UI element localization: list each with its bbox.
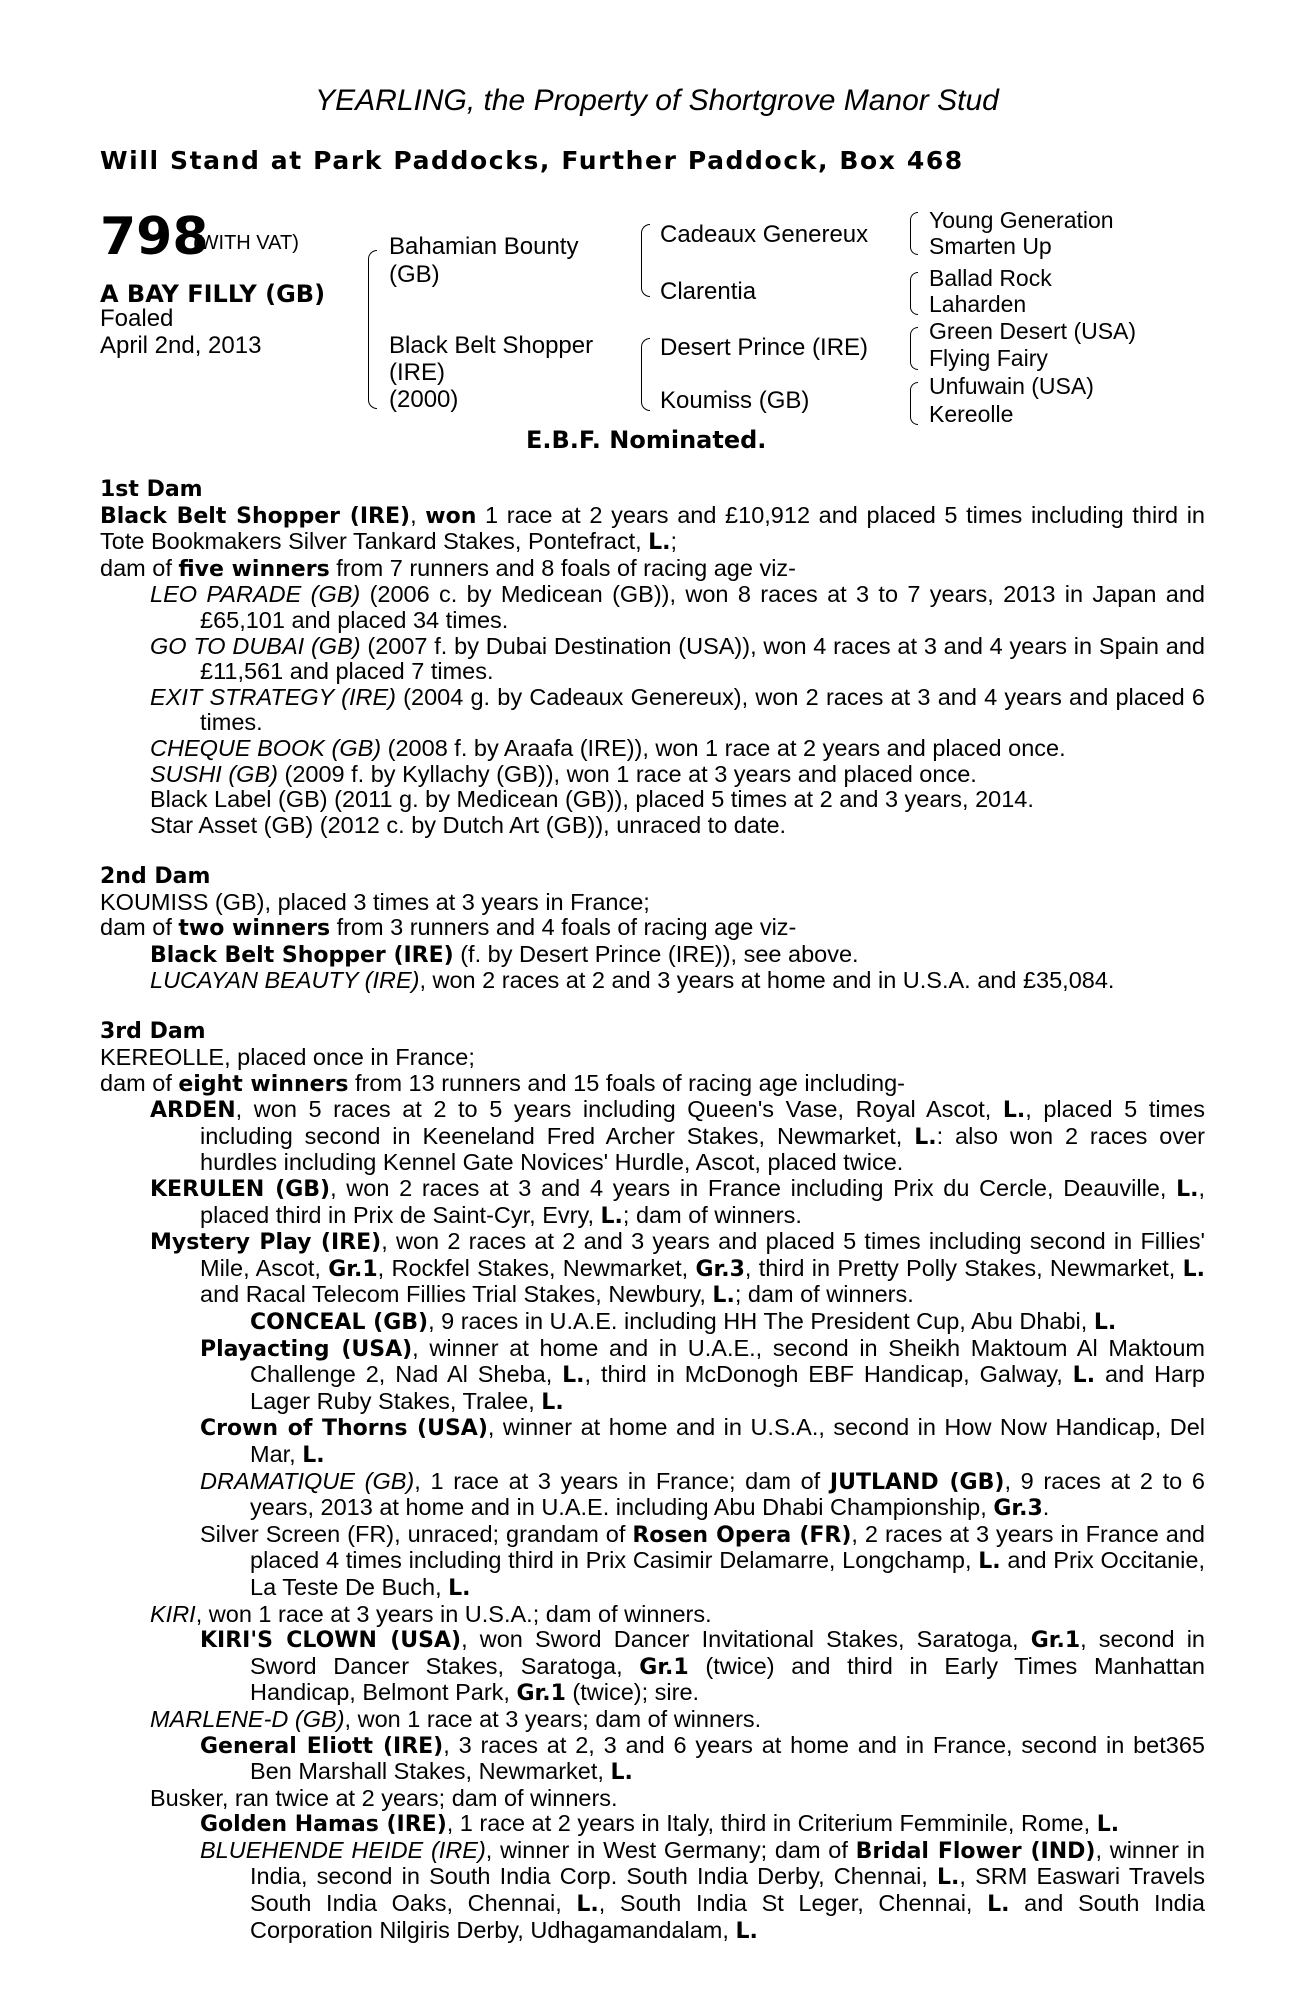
text-run: , 9 races in U.A.E. including HH The President Cup, Abu Dhabi, — [428, 1308, 1094, 1334]
record-paragraph — [100, 685, 1205, 736]
text-run: Black Label (GB) (2011 g. by Medicean (GB)), placed 5 times at 2 and 3 years, 2014. — [150, 786, 1034, 813]
foaled-date: April 2nd, 2013 — [100, 332, 262, 359]
bold-text: JUTLAND (GB) — [829, 1469, 1005, 1495]
dam-origin: (IRE) — [389, 359, 445, 386]
pedigree-brace — [641, 256, 650, 297]
bold-text: Gr.1 — [1030, 1628, 1081, 1654]
record-paragraph — [100, 915, 1205, 942]
text-run: (twice); sire. — [565, 1679, 700, 1706]
bold-text: L. — [1072, 1363, 1096, 1389]
text-run: , placed third in Prix de Saint-Cyr, Evry, — [200, 1175, 1205, 1228]
text-run: , winner at home and in U.S.A., second in How Now Handicap, Del Mar, — [250, 1414, 1205, 1467]
record-paragraph — [100, 556, 1205, 583]
bold-text: L. — [937, 1865, 960, 1891]
text-run: , 3 races at 2, 3 and 6 years at home and in France, second in bet365 Ben Marshall Stakes, Newmarket, — [250, 1731, 1205, 1785]
record-paragraph — [100, 968, 1205, 994]
record-paragraph — [100, 1707, 1205, 1733]
pedigree-brace — [910, 292, 918, 315]
dam-section — [100, 864, 1205, 994]
record-paragraph — [100, 813, 1205, 839]
dam-section — [100, 1019, 1205, 1944]
bold-text: L. — [600, 1203, 623, 1229]
record-paragraph — [100, 787, 1205, 813]
record-paragraph — [100, 1415, 1205, 1468]
bold-text: KERULEN (GB) — [150, 1177, 331, 1203]
bold-text: five winners — [178, 556, 330, 582]
ancestor-gen3: Smarten Up — [929, 233, 1052, 259]
text-run: (2009 f. by Kyllachy (GB)), won 1 race at 3 years and placed once. — [277, 760, 977, 787]
text-run: (2008 f. by Araafa (IRE)), won 1 race at 2 years and placed once. — [381, 734, 1066, 761]
text-run: 1 race at 2 years and £10,912 and placed 5 times including third in Tote Bookmakers Silver Tankard Stakes, Pontefract, — [100, 501, 1206, 555]
record-paragraph — [100, 1811, 1205, 1838]
dam-name: Black Belt Shopper — [389, 332, 594, 359]
text-run: , South India St Leger, Chennai, — [598, 1890, 988, 1917]
section-heading: 3rd Dam — [100, 1019, 206, 1045]
text-run: (2006 c. by Medicean (GB)), won 8 races at 3 to 7 years, 2013 in Japan and £65,101 and placed 34 times. — [200, 581, 1205, 633]
text-run: Silver Screen (FR), unraced; grandam of — [200, 1520, 633, 1547]
record-paragraph — [100, 503, 1205, 556]
bold-text: L. — [735, 1918, 758, 1944]
bold-text: Gr.1 — [516, 1681, 566, 1707]
pedigree-brace — [910, 347, 918, 370]
pedigree-brace — [641, 338, 650, 373]
text-run: , — [410, 501, 426, 528]
bold-text: Rosen Opera (FR) — [632, 1522, 852, 1548]
bold-text: L. — [302, 1442, 325, 1468]
text-run: , won Sword Dancer Invitational Stakes, Saratoga, — [461, 1626, 1031, 1653]
text-run: (2007 f. by Dubai Destination (USA)), won 4 races at 3 and 4 years in Spain and £11,561 and placed 7 times. — [200, 632, 1205, 685]
bold-text: L. — [1002, 1098, 1026, 1124]
text-run: , won 5 races at 2 to 5 years including Queen's Vase, Royal Ascot, — [235, 1096, 1003, 1123]
text-run: dam of — [100, 554, 179, 581]
record-paragraph — [100, 1627, 1205, 1707]
vat-note: (WITH VAT) — [193, 232, 299, 254]
text-run: from 7 runners and 8 foals of racing age viz- — [329, 554, 796, 581]
ebf-note: E.B.F. Nominated. — [526, 426, 767, 454]
text-run: , won 2 races at 2 and 3 years and placed 5 times including second in Fillies' Mile, Ascot, — [200, 1228, 1205, 1281]
bold-text: ARDEN — [150, 1098, 236, 1124]
bold-text: Golden Hamas (IRE) — [200, 1812, 447, 1838]
bold-text: L. — [541, 1389, 564, 1415]
bold-text: Mystery Play (IRE) — [150, 1230, 382, 1256]
pedigree-brace — [641, 370, 650, 411]
text-run: , SRM Easwari Travels South India Oaks, Chennai, — [250, 1863, 1205, 1917]
text-run: , won 2 races at 2 and 3 years at home and in U.S.A. and £35,084. — [419, 967, 1115, 994]
text-run: (twice) and third in Early Times Manhattan Handicap, Belmont Park, — [250, 1652, 1205, 1706]
text-run: , third in McDonogh EBF Handicap, Galway, — [584, 1361, 1073, 1388]
italic-text: CHEQUE BOOK (GB) — [150, 734, 382, 761]
record-paragraph — [100, 1045, 1205, 1071]
bold-text: eight winners — [178, 1071, 349, 1097]
ancestor-gen3: Laharden — [929, 291, 1027, 317]
pedigree-brace — [641, 224, 650, 259]
bold-text: won — [425, 503, 477, 529]
dam-section — [100, 477, 1205, 838]
record-paragraph — [100, 1097, 1205, 1176]
bold-text: Gr.1 — [328, 1256, 378, 1282]
section-heading: 1st Dam — [100, 477, 203, 502]
text-run: (2004 g. by Cadeaux Genereux), won 2 races at 3 and 4 years and placed 6 times. — [200, 683, 1205, 736]
text-run: and Harp Lager Ruby Stakes, Tralee, — [250, 1361, 1206, 1414]
text-run: dam of — [100, 914, 179, 941]
bold-text: two winners — [178, 916, 331, 942]
record-paragraph — [100, 1838, 1205, 1944]
bold-text: L. — [1096, 1812, 1120, 1838]
record-paragraph — [100, 890, 1205, 916]
italic-text: KIRI — [150, 1600, 196, 1627]
pedigree-brace — [368, 250, 377, 341]
text-run: , second in Sword Dancer Stakes, Saratoga, — [250, 1626, 1205, 1679]
stand-location: Will Stand at Park Paddocks, Further Paddock, Box 468 — [100, 146, 964, 175]
sire-name: Bahamian Bounty — [389, 233, 579, 260]
italic-text: GO TO DUBAI (GB) — [150, 632, 361, 659]
bold-text: L. — [978, 1549, 1001, 1575]
bold-text: L. — [987, 1892, 1010, 1918]
record-paragraph — [100, 1733, 1205, 1786]
text-run: : also won 2 races over hurdles including Kennel Gate Novices' Hurdle, Ascot, placed twice. — [200, 1122, 1205, 1176]
text-run: Star Asset (GB) (2012 c. by Dutch Art (GB)), unraced to date. — [150, 811, 787, 838]
foaled-label: Foaled — [100, 305, 174, 332]
bold-text: Playacting (USA) — [200, 1336, 413, 1362]
record-paragraph — [100, 1071, 1205, 1098]
italic-text: EXIT STRATEGY (IRE) — [150, 683, 396, 710]
pedigree-brace — [368, 338, 377, 409]
bold-text: Gr.3 — [993, 1496, 1043, 1522]
italic-text: LEO PARADE (GB) — [150, 581, 361, 608]
text-run: ; dam of winners. — [734, 1281, 914, 1308]
italic-text: LUCAYAN BEAUTY (IRE) — [150, 967, 420, 994]
bold-text: L. — [1093, 1310, 1117, 1335]
text-run: from 13 runners and 15 foals of racing age including- — [348, 1069, 905, 1096]
ancestor-gen3: Ballad Rock — [929, 265, 1052, 291]
text-run: ; — [670, 528, 678, 555]
page-title: YEARLING, the Property of Shortgrove Manor Stud — [315, 84, 999, 117]
record-paragraph — [100, 1602, 1205, 1628]
text-run: , 9 races at 2 to 6 years, 2013 at home and in U.A.E. including Abu Dhabi Championship, — [250, 1467, 1205, 1521]
record-paragraph — [100, 1522, 1205, 1602]
grandsire-maternal: Desert Prince (IRE) — [660, 334, 869, 361]
text-run: , 1 race at 2 years in Italy, third in Criterium Femminile, Rome, — [446, 1810, 1097, 1837]
bold-text: Gr.1 — [639, 1654, 689, 1680]
bold-text: Crown of Thorns (USA) — [200, 1416, 488, 1442]
text-run: , won 1 race at 3 years in U.S.A.; dam of winners. — [195, 1600, 712, 1627]
record-paragraph — [100, 634, 1205, 685]
text-run: dam of — [100, 1069, 179, 1096]
bold-text: Black Belt Shopper (IRE) — [100, 503, 411, 529]
italic-text: MARLENE-D (GB) — [150, 1705, 345, 1732]
record-paragraph — [100, 736, 1205, 762]
bold-text: General Eliott (IRE) — [200, 1733, 444, 1759]
record-paragraph — [100, 1176, 1205, 1229]
bold-text: KIRI'S CLOWN (USA) — [200, 1628, 462, 1654]
bold-text: L. — [562, 1363, 585, 1389]
granddam-paternal: Clarentia — [660, 278, 757, 305]
text-run: from 3 runners and 4 foals of racing age viz- — [330, 914, 797, 941]
text-run: , Rockfel Stakes, Newmarket, — [377, 1254, 696, 1281]
text-run: . — [1042, 1494, 1050, 1521]
italic-text: SUSHI (GB) — [150, 760, 278, 787]
record-paragraph — [100, 762, 1205, 788]
bold-text: L. — [610, 1760, 633, 1786]
text-run: Busker, ran twice at 2 years; dam of winners. — [150, 1784, 618, 1811]
bold-text: Bridal Flower (IND) — [855, 1838, 1096, 1864]
text-run: , winner at home and in U.A.E., second in Sheikh Maktoum Al Maktoum Challenge 2, Nad Al Sheba, — [250, 1334, 1205, 1388]
bold-text: L. — [914, 1124, 937, 1150]
ancestor-gen3: Unfuwain (USA) — [929, 373, 1094, 399]
text-run: , third in Pretty Polly Stakes, Newmarket, — [744, 1254, 1183, 1281]
text-run: (f. by Desert Prince (IRE)), see above. — [453, 940, 859, 967]
bold-text: L. — [448, 1575, 471, 1601]
bold-text: L. — [1182, 1256, 1205, 1282]
text-run: , winner in West Germany; dam of — [485, 1836, 856, 1863]
ancestor-gen3: Young Generation — [929, 207, 1114, 233]
pedigree-brace — [910, 402, 918, 425]
section-heading: 2nd Dam — [100, 863, 211, 889]
grandsire-paternal: Cadeaux Genereux — [660, 221, 869, 248]
ancestor-gen3: Flying Fairy — [929, 345, 1048, 371]
text-run: and Racal Telecom Fillies Trial Stakes, Newbury, — [200, 1281, 713, 1308]
record-paragraph — [100, 1469, 1205, 1522]
sire-origin: (GB) — [389, 261, 440, 288]
produce-record — [100, 477, 1205, 1944]
italic-text: DRAMATIQUE (GB) — [200, 1467, 415, 1494]
bold-text: Gr.3 — [695, 1256, 745, 1282]
bold-text: CONCEAL (GB) — [250, 1310, 429, 1335]
record-paragraph — [100, 942, 1205, 969]
bold-text: L. — [712, 1283, 735, 1309]
bold-text: L. — [576, 1892, 599, 1918]
italic-text: BLUEHENDE HEIDE (IRE) — [200, 1836, 486, 1863]
horse-description: A BAY FILLY (GB) — [100, 280, 326, 308]
text-run: ; dam of winners. — [622, 1201, 802, 1228]
text-run: KEREOLLE, placed once in France; — [100, 1044, 475, 1071]
text-run: , 1 race at 3 years in France; dam of — [414, 1467, 830, 1494]
record-paragraph — [100, 1786, 1205, 1812]
ancestor-gen3: Kereolle — [929, 401, 1014, 427]
bold-text: Black Belt Shopper (IRE) — [150, 942, 454, 968]
record-paragraph — [100, 1229, 1205, 1309]
dam-year: (2000) — [389, 386, 459, 413]
text-run: , won 2 races at 3 and 4 years in France including Prix du Cercle, Deauville, — [330, 1175, 1177, 1202]
text-run: , won 1 race at 3 years; dam of winners. — [344, 1705, 762, 1732]
text-run: , winner in India, second in South India Corp. South India Derby, Chennai, — [250, 1836, 1205, 1890]
record-paragraph — [100, 582, 1205, 633]
granddam-maternal: Koumiss (GB) — [660, 387, 810, 414]
text-run: and Prix Occitanie, La Teste De Buch, — [250, 1547, 1205, 1600]
text-run: and South India Corporation Nilgiris Derby, Udhagamandalam, — [250, 1890, 1205, 1943]
lot-number: 798 — [100, 207, 209, 267]
text-run: KOUMISS (GB), placed 3 times at 3 years in France; — [100, 888, 650, 915]
record-paragraph — [100, 1336, 1205, 1416]
bold-text: L. — [648, 530, 671, 556]
record-paragraph — [100, 1309, 1205, 1336]
text-run: , placed 5 times including second in Keeneland Fred Archer Stakes, Newmarket, — [200, 1096, 1205, 1149]
text-run: , 2 races at 3 years in France and placed 4 times including third in Prix Casimir Delamarre, Longchamp, — [250, 1520, 1205, 1574]
ancestor-gen3: Green Desert (USA) — [929, 318, 1137, 344]
bold-text: L. — [1176, 1177, 1199, 1203]
pedigree-brace — [910, 232, 918, 255]
